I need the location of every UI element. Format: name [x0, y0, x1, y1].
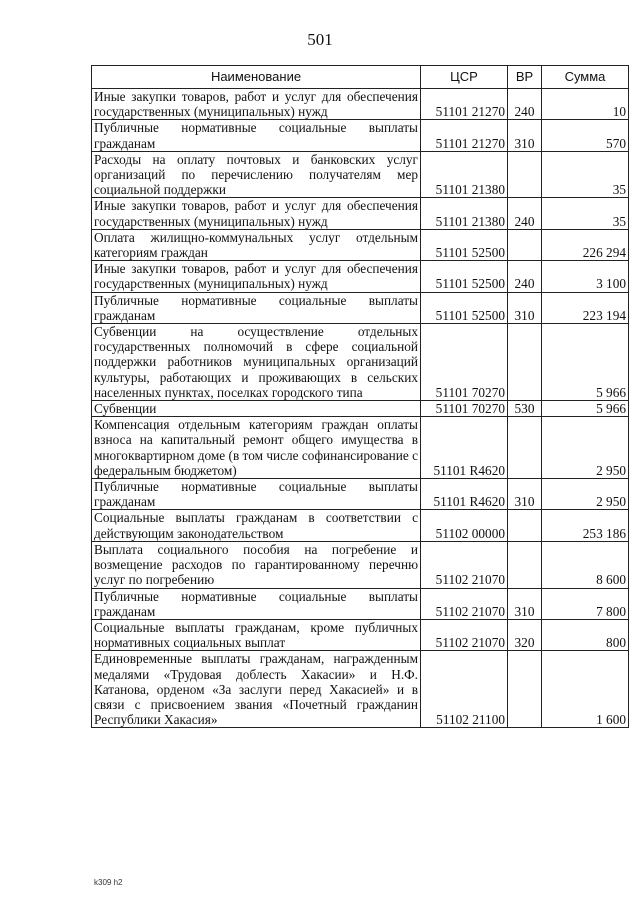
name-cell: Иные закупки товаров, работ и услуг для обеспечения государственных (муниципальных) нужд: [92, 89, 421, 120]
sum-cell: 5 966: [542, 401, 629, 417]
table-row: [92, 324, 629, 401]
vr-cell: 240: [508, 198, 542, 229]
name-cell: Публичные нормативные социальные выплаты гражданам: [92, 292, 421, 323]
vr-cell: 310: [508, 292, 542, 323]
vr-cell: [508, 151, 542, 198]
csr-cell: 51101 52500: [421, 229, 508, 260]
sum-cell: 3 100: [542, 261, 629, 292]
name-cell: Социальные выплаты гражданам в соответствии с действующим законодательством: [92, 510, 421, 541]
sum-cell: 2 950: [542, 417, 629, 479]
name-cell: Публичные нормативные социальные выплаты гражданам: [92, 588, 421, 619]
vr-cell: 240: [508, 261, 542, 292]
table-row: [92, 151, 629, 198]
csr-cell: 51102 21100: [421, 651, 508, 728]
budget-table: [91, 65, 629, 728]
vr-cell: [508, 541, 542, 588]
sum-cell: 35: [542, 151, 629, 198]
sum-cell: 8 600: [542, 541, 629, 588]
table-row: [92, 619, 629, 650]
header-name: Наименование: [92, 66, 421, 89]
table-row: [92, 417, 629, 479]
csr-cell: 51101 52500: [421, 261, 508, 292]
vr-cell: [508, 324, 542, 401]
table-row: [92, 261, 629, 292]
csr-cell: 51102 00000: [421, 510, 508, 541]
name-cell: Субвенции на осуществление отдельных государственных полномочий в сфере социальной поддержки работников муниципальных организаций культуры, работающих и проживающих в сельских населенных пунктах, поселках городского типа: [92, 324, 421, 401]
csr-cell: 51102 21070: [421, 619, 508, 650]
vr-cell: 240: [508, 89, 542, 120]
sum-cell: 223 194: [542, 292, 629, 323]
csr-cell: 51101 R4620: [421, 417, 508, 479]
name-cell: Расходы на оплату почтовых и банковских услуг организаций по перечислению получателям мер социальной поддержки: [92, 151, 421, 198]
csr-cell: 51101 R4620: [421, 479, 508, 510]
sum-cell: 570: [542, 120, 629, 151]
header-vr: ВР: [508, 66, 542, 89]
csr-cell: 51101 21380: [421, 198, 508, 229]
vr-cell: 530: [508, 401, 542, 417]
csr-cell: 51101 21270: [421, 89, 508, 120]
page-number: 501: [307, 30, 333, 49]
sum-cell: 35: [542, 198, 629, 229]
csr-cell: 51101 70270: [421, 401, 508, 417]
csr-cell: 51102 21070: [421, 588, 508, 619]
vr-cell: 310: [508, 479, 542, 510]
vr-cell: [508, 229, 542, 260]
name-cell: Иные закупки товаров, работ и услуг для обеспечения государственных (муниципальных) нужд: [92, 198, 421, 229]
sum-cell: 10: [542, 89, 629, 120]
name-cell: Выплата социального пособия на погребение и возмещение расходов по гарантированному перечню услуг по погребению: [92, 541, 421, 588]
table-row: [92, 198, 629, 229]
csr-cell: 51101 52500: [421, 292, 508, 323]
table-row: [92, 541, 629, 588]
header-sum: Сумма: [542, 66, 629, 89]
name-cell: Единовременные выплаты гражданам, награжденным медалями «Трудовая доблесть Хакасии» и Н.Ф. Катанова, орденом «За заслуги перед Хакасией» и в связи с присвоением звания «Почетный гражданин Республики Хакасия»: [92, 651, 421, 728]
sum-cell: 5 966: [542, 324, 629, 401]
csr-cell: 51102 21070: [421, 541, 508, 588]
table-row: [92, 89, 629, 120]
table-header-row: [92, 66, 629, 89]
name-cell: Социальные выплаты гражданам, кроме публичных нормативных социальных выплат: [92, 619, 421, 650]
csr-cell: 51101 21380: [421, 151, 508, 198]
table-row: [92, 510, 629, 541]
table-row: [92, 292, 629, 323]
table-row: [92, 588, 629, 619]
table-row: [92, 401, 629, 417]
table-row: [92, 651, 629, 728]
name-cell: Оплата жилищно-коммунальных услуг отдельным категориям граждан: [92, 229, 421, 260]
vr-cell: [508, 651, 542, 728]
name-cell: Субвенции: [92, 401, 421, 417]
vr-cell: 310: [508, 120, 542, 151]
sum-cell: 1 600: [542, 651, 629, 728]
table-row: [92, 229, 629, 260]
name-cell: Иные закупки товаров, работ и услуг для обеспечения государственных (муниципальных) нужд: [92, 261, 421, 292]
name-cell: Публичные нормативные социальные выплаты гражданам: [92, 479, 421, 510]
csr-cell: 51101 21270: [421, 120, 508, 151]
table-body: [92, 89, 629, 728]
vr-cell: [508, 417, 542, 479]
name-cell: Публичные нормативные социальные выплаты гражданам: [92, 120, 421, 151]
table-row: [92, 120, 629, 151]
csr-cell: 51101 70270: [421, 324, 508, 401]
name-cell: Компенсация отдельным категориям граждан оплаты взноса на капитальный ремонт общего имущества в многоквартирном доме (в том числе софинансирование с федеральным бюджетом): [92, 417, 421, 479]
sum-cell: 253 186: [542, 510, 629, 541]
footer-code: k309 h2: [94, 878, 123, 887]
sum-cell: 800: [542, 619, 629, 650]
header-csr: ЦСР: [421, 66, 508, 89]
sum-cell: 226 294: [542, 229, 629, 260]
sum-cell: 2 950: [542, 479, 629, 510]
vr-cell: 320: [508, 619, 542, 650]
sum-cell: 7 800: [542, 588, 629, 619]
table-row: [92, 479, 629, 510]
vr-cell: [508, 510, 542, 541]
vr-cell: 310: [508, 588, 542, 619]
